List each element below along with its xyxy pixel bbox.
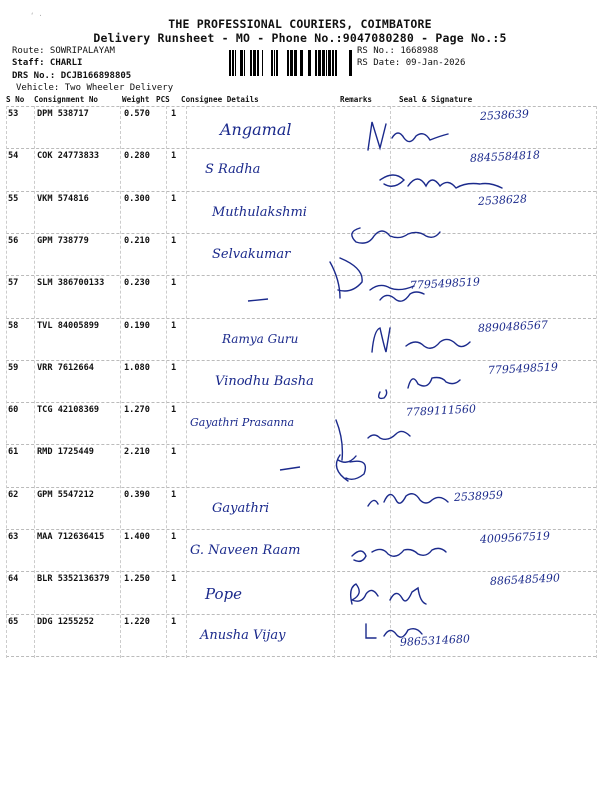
receiver-phone-handwritten: 7795498519 — [487, 360, 559, 377]
signature-scribble — [380, 175, 502, 188]
row-weight: 0.190 — [124, 320, 150, 331]
consignee-name-handwritten: Vinodhu Basha — [215, 373, 314, 389]
row-sno: 59 — [8, 362, 19, 373]
row-consignment: BLR 5352136379 — [37, 574, 110, 585]
row-weight: 0.210 — [124, 235, 150, 246]
row-consignment: TVL 84005899 — [37, 320, 100, 331]
col-seal: Seal & Signature — [399, 95, 473, 104]
consignee-name-handwritten: Muthulakshmi — [212, 204, 307, 220]
consignee-name-handwritten: S Radha — [205, 162, 261, 178]
row-pcs: 1 — [171, 362, 177, 373]
row-weight: 1.080 — [124, 362, 150, 373]
row-weight: 1.250 — [124, 574, 150, 585]
signature-scribble — [368, 122, 448, 150]
row-weight: 1.270 — [124, 405, 150, 416]
row-sno: 60 — [8, 405, 19, 416]
row-pcs: 1 — [171, 109, 177, 119]
row-consignment: TCG 42108369 — [37, 405, 100, 416]
row-consignment: GPM 5547212 — [37, 489, 94, 500]
row-weight: 0.300 — [124, 193, 150, 204]
vehicle-label: Vehicle: Two Wheeler Delivery — [16, 83, 174, 93]
row-consignment: SLM 386700133 — [37, 278, 105, 289]
col-consignee: Consignee Details — [181, 95, 259, 104]
receiver-phone-handwritten: 8890486567 — [477, 317, 549, 335]
corner-mark: ‘ · — [30, 12, 43, 20]
row-pcs: 1 — [171, 278, 177, 289]
signature-scribble — [336, 455, 365, 481]
row-consignment: VRR 7612664 — [37, 362, 94, 373]
row-consignment: GPM 738779 — [37, 235, 89, 246]
row-consignment: VKM 574816 — [37, 193, 89, 204]
col-sno: S No — [6, 95, 25, 104]
staff-label: Staff: CHARLI — [12, 58, 83, 68]
receiver-phone-handwritten: 9865314680 — [399, 631, 471, 649]
row-pcs: 1 — [171, 151, 177, 162]
col-consignment: Consignment No — [34, 95, 99, 104]
receiver-phone-handwritten: 2538959 — [453, 488, 504, 504]
row-weight: 1.220 — [124, 616, 150, 627]
consignee-name-handwritten: Anusha Vijay — [200, 627, 286, 643]
consignee-name-handwritten: G. Naveen Raam — [190, 543, 301, 558]
row-weight: 1.400 — [124, 532, 150, 542]
row-pcs: 1 — [171, 574, 177, 585]
row-sno: 62 — [8, 489, 19, 500]
row-consignment: DDG 1255252 — [37, 616, 94, 627]
row-consignment: MAA 712636415 — [37, 532, 105, 542]
receiver-phone-handwritten: 4009567519 — [479, 529, 551, 546]
consignee-name-handwritten: Selvakumar — [212, 246, 291, 262]
row-consignment: DPM 538717 — [37, 109, 89, 119]
signature-scribble — [352, 228, 440, 243]
row-pcs: 1 — [171, 616, 177, 627]
row-pcs: 1 — [171, 193, 177, 204]
row-weight: 0.570 — [124, 109, 150, 119]
row-consignment: RMD 1725449 — [37, 447, 94, 458]
signature-scribble — [352, 548, 446, 561]
row-pcs: 1 — [171, 235, 177, 246]
signature-scribble — [380, 292, 424, 301]
receiver-phone-handwritten: 8845584818 — [469, 148, 541, 166]
row-sno: 58 — [8, 320, 19, 331]
signature-scribble — [330, 258, 414, 298]
row-consignment: COK 24773833 — [37, 151, 100, 162]
company-title: THE PROFESSIONAL COURIERS, COIMBATORE — [168, 17, 432, 31]
col-remarks: Remarks — [340, 95, 373, 104]
row-pcs: 1 — [171, 447, 177, 458]
row-sno: 63 — [8, 532, 19, 542]
rs-number: RS No.: 1668988 — [357, 46, 439, 56]
receiver-phone-handwritten: 8865485490 — [489, 571, 561, 589]
col-weight: Weight — [122, 95, 150, 104]
row-weight: 0.230 — [124, 278, 150, 289]
consignee-name-handwritten: Gayathri — [212, 500, 270, 516]
row-weight: 0.280 — [124, 151, 150, 162]
receiver-phone-handwritten: 7789111560 — [405, 402, 477, 420]
receiver-phone-handwritten: 2538628 — [477, 192, 528, 208]
row-weight: 2.210 — [124, 447, 150, 458]
receiver-phone-handwritten: 7795498519 — [409, 275, 481, 293]
drs-label: DRS No.: DCJB166898805 — [12, 71, 132, 81]
receiver-phone-handwritten: 2538639 — [479, 107, 530, 123]
row-weight: 0.390 — [124, 489, 150, 500]
row-sno: 61 — [8, 447, 19, 458]
signature-scribble — [351, 584, 426, 604]
row-sno: 56 — [8, 235, 19, 246]
consignee-name-handwritten: Gayathri Prasanna — [190, 416, 295, 430]
row-sno: 55 — [8, 193, 19, 204]
consignee-name-handwritten: Ramya Guru — [222, 331, 299, 346]
runsheet-subtitle: Delivery Runsheet - MO - Phone No.:9047080280 - Page No.:5 — [93, 31, 507, 45]
row-sno: 54 — [8, 151, 19, 162]
dash-mark — [248, 299, 268, 301]
signature-scribble — [368, 494, 448, 506]
row-sno: 57 — [8, 278, 19, 289]
signature-scribble — [372, 328, 470, 352]
row-pcs: 1 — [171, 320, 177, 331]
row-pcs: 1 — [171, 489, 177, 500]
row-pcs: 1 — [171, 532, 177, 542]
signature-scribble — [366, 624, 422, 638]
row-sno: 65 — [8, 616, 19, 627]
signature-scribble — [336, 420, 410, 462]
row-sno: 64 — [8, 574, 19, 585]
rs-date: RS Date: 09-Jan-2026 — [357, 58, 466, 68]
route-label: Route: SOWRIPALAYAM — [12, 46, 115, 56]
signature-scribble — [379, 378, 460, 399]
consignee-name-handwritten: Angamal — [220, 120, 292, 139]
col-pcs: PCS — [156, 95, 170, 104]
consignee-name-handwritten: Pope — [205, 585, 242, 604]
dash-mark — [280, 467, 300, 470]
row-sno: 53 — [8, 109, 19, 119]
row-pcs: 1 — [171, 405, 177, 416]
